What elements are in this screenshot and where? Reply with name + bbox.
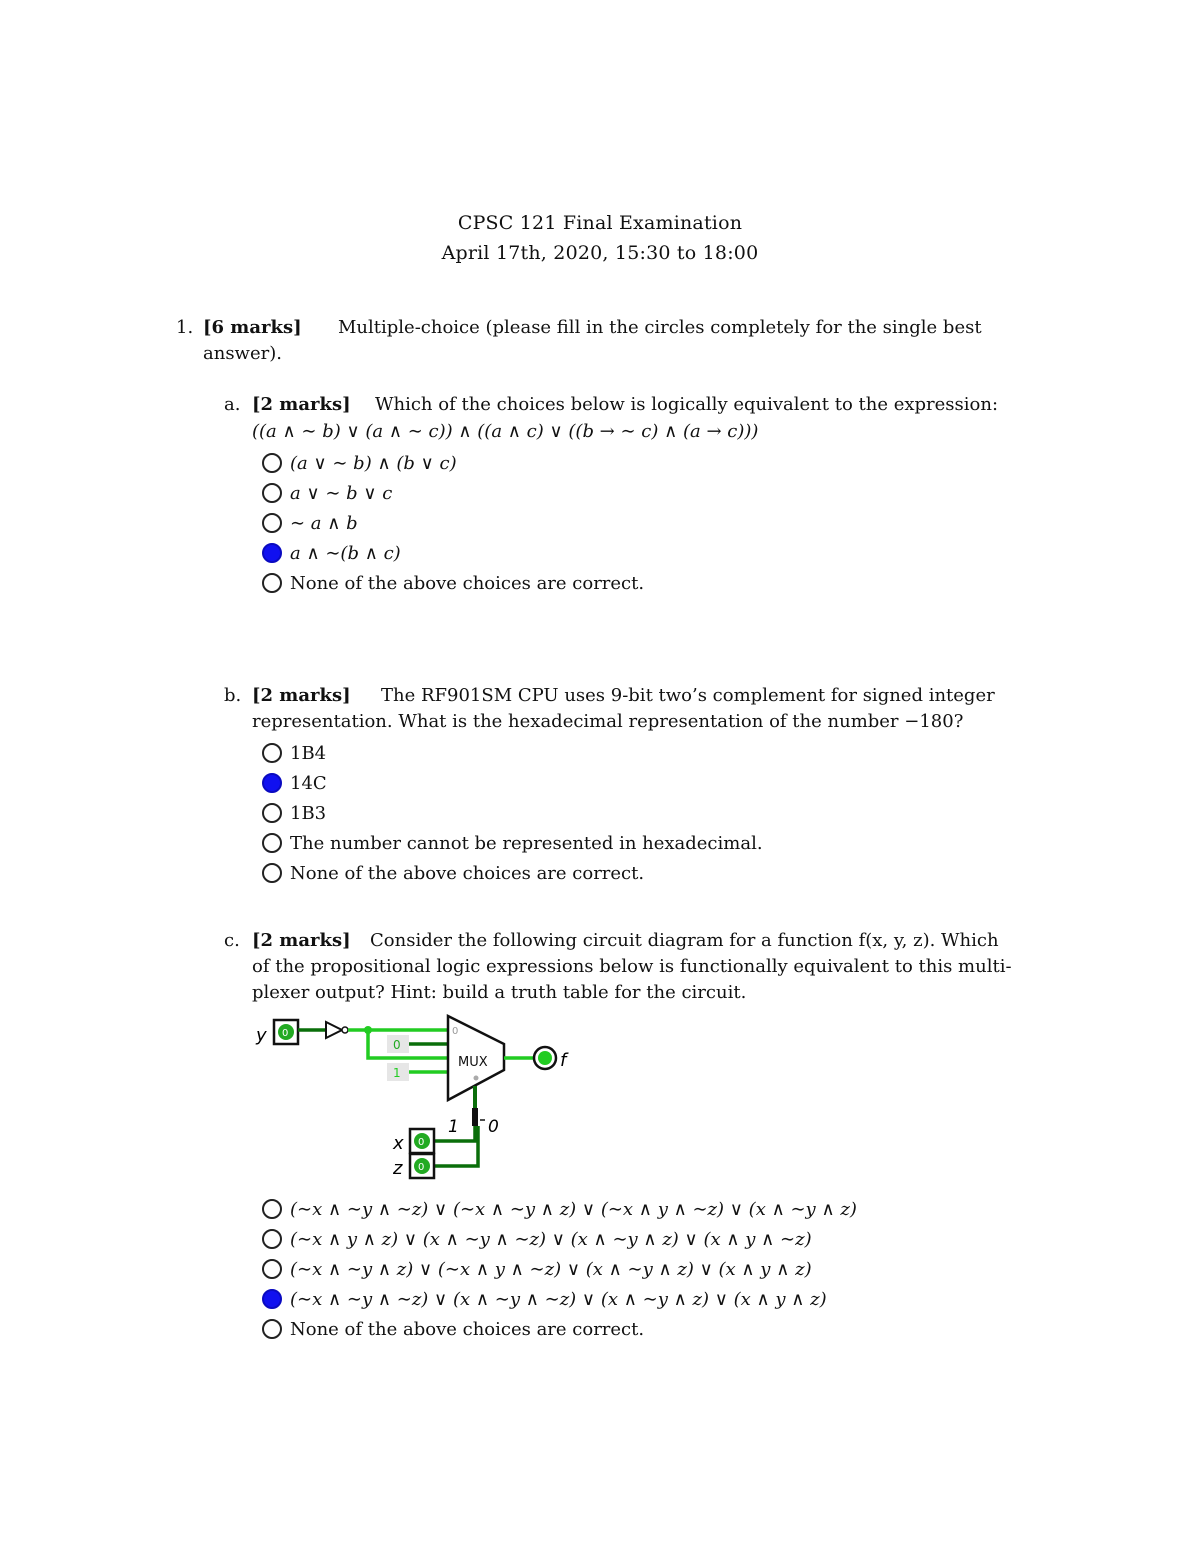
- pin-value: 0: [418, 1162, 425, 1173]
- option-label: (∼x ∧ ∼y ∧ z) ∨ (∼x ∧ y ∧ ∼z) ∨ (x ∧ ∼y ∧ z) ∨ (x ∧ y ∧ z): [290, 1258, 812, 1280]
- radio-circle[interactable]: [262, 453, 282, 473]
- part-c-marks: [2 marks]: [252, 930, 351, 951]
- part-a-expression: ((a ∧ ∼ b) ∨ (a ∧ ∼ c)) ∧ ((a ∧ c) ∨ ((b → ∼ c) ∧ (a → c))): [252, 421, 759, 442]
- constant-1: 1: [393, 1066, 401, 1080]
- question-1-number: 1.: [176, 317, 194, 338]
- mux-circuit-diagram: [250, 1008, 590, 1188]
- pin-value: 0: [418, 1137, 425, 1148]
- not-gate-icon: [326, 1022, 342, 1038]
- part-a-option-2[interactable]: [262, 478, 392, 508]
- radio-circle[interactable]: [262, 833, 282, 853]
- part-c-question-cont: of the propositional logic expressions below is functionally equivalent to this multi-: [252, 956, 1012, 977]
- part-b-option-2[interactable]: [262, 768, 327, 798]
- exam-title: CPSC 121 Final Examination: [457, 212, 743, 234]
- select-bit-1: 1: [448, 1117, 459, 1137]
- part-a-option-3[interactable]: [262, 508, 358, 538]
- part-b-letter: b.: [224, 685, 242, 706]
- output-f-label: f: [560, 1050, 567, 1071]
- part-c-option-3[interactable]: [262, 1254, 812, 1284]
- radio-circle[interactable]: [262, 573, 282, 593]
- option-label: (∼x ∧ ∼y ∧ ∼z) ∨ (x ∧ ∼y ∧ ∼z) ∨ (x ∧ ∼y ∧ z) ∨ (x ∧ y ∧ z): [290, 1288, 827, 1310]
- radio-circle[interactable]: [262, 743, 282, 763]
- option-label: 14C: [290, 772, 327, 794]
- input-z-label: z: [393, 1158, 403, 1179]
- radio-circle-filled[interactable]: [262, 1289, 282, 1309]
- option-label: None of the above choices are correct.: [290, 572, 645, 594]
- radio-circle[interactable]: [262, 1259, 282, 1279]
- part-c-letter: c.: [224, 930, 240, 951]
- mux-index-0: 0: [452, 1026, 459, 1037]
- option-label: None of the above choices are correct.: [290, 1318, 645, 1340]
- part-b-question-cont: representation. What is the hexadecimal representation of the number −180?: [252, 711, 964, 732]
- question-1-text-cont: answer).: [203, 343, 282, 364]
- input-x-label: x: [393, 1133, 404, 1154]
- part-a-letter: a.: [224, 394, 241, 415]
- radio-circle[interactable]: [262, 1319, 282, 1339]
- part-a-marks: [2 marks]: [252, 394, 351, 415]
- part-c-option-4[interactable]: [262, 1284, 827, 1314]
- option-label: ∼ a ∧ b: [290, 512, 358, 534]
- option-label: 1B3: [290, 802, 327, 824]
- part-b-option-4[interactable]: [262, 828, 763, 858]
- part-c-question: Consider the following circuit diagram for a function f(x, y, z). Which: [370, 930, 999, 951]
- exam-date: April 17th, 2020, 15:30 to 18:00: [441, 242, 759, 264]
- part-a-option-1[interactable]: [262, 448, 457, 478]
- option-label: a ∨ ∼ b ∨ c: [290, 482, 393, 504]
- option-label: The number cannot be represented in hexadecimal.: [290, 832, 763, 854]
- radio-circle[interactable]: [262, 513, 282, 533]
- radio-circle[interactable]: [262, 803, 282, 823]
- part-c-option-2[interactable]: [262, 1224, 812, 1254]
- option-label: 1B4: [290, 742, 327, 764]
- input-y-label: y: [256, 1025, 267, 1046]
- part-a-option-4[interactable]: [262, 538, 401, 568]
- part-c-question-hint: plexer output? Hint: build a truth table for the circuit.: [252, 982, 747, 1003]
- mux-label: MUX: [458, 1055, 488, 1070]
- part-b-marks: [2 marks]: [252, 685, 351, 706]
- radio-circle[interactable]: [262, 483, 282, 503]
- radio-circle-filled[interactable]: [262, 773, 282, 793]
- part-b-option-1[interactable]: [262, 738, 326, 768]
- constant-0: 0: [393, 1038, 401, 1052]
- question-1-text: Multiple-choice (please fill in the circles completely for the single best: [338, 317, 982, 338]
- select-splitter: [472, 1108, 478, 1126]
- option-label: (∼x ∧ y ∧ z) ∨ (x ∧ ∼y ∧ ∼z) ∨ (x ∧ ∼y ∧ z) ∨ (x ∧ y ∧ ∼z): [290, 1228, 812, 1250]
- option-label: (a ∨ ∼ b) ∧ (b ∨ c): [290, 452, 457, 474]
- part-a-question: Which of the choices below is logically equivalent to the expression:: [375, 394, 999, 415]
- part-b-option-3[interactable]: [262, 798, 326, 828]
- part-b-question: The RF901SM CPU uses 9-bit two’s complement for signed integer: [381, 685, 995, 706]
- option-label: a ∧ ∼(b ∧ c): [290, 542, 401, 564]
- radio-circle[interactable]: [262, 1229, 282, 1249]
- radio-circle[interactable]: [262, 863, 282, 883]
- select-bit-0: 0: [488, 1117, 499, 1137]
- option-label: None of the above choices are correct.: [290, 862, 645, 884]
- pin-value: 0: [282, 1028, 289, 1039]
- radio-circle[interactable]: [262, 1199, 282, 1219]
- option-label: (∼x ∧ ∼y ∧ ∼z) ∨ (∼x ∧ ∼y ∧ z) ∨ (∼x ∧ y ∧ ∼z) ∨ (x ∧ ∼y ∧ z): [290, 1198, 857, 1220]
- part-c-option-5[interactable]: [262, 1314, 644, 1344]
- part-c-option-1[interactable]: [262, 1194, 857, 1224]
- part-b-option-5[interactable]: [262, 858, 644, 888]
- radio-circle-filled[interactable]: [262, 543, 282, 563]
- question-1-marks: [6 marks]: [203, 317, 302, 338]
- part-a-option-5[interactable]: [262, 568, 644, 598]
